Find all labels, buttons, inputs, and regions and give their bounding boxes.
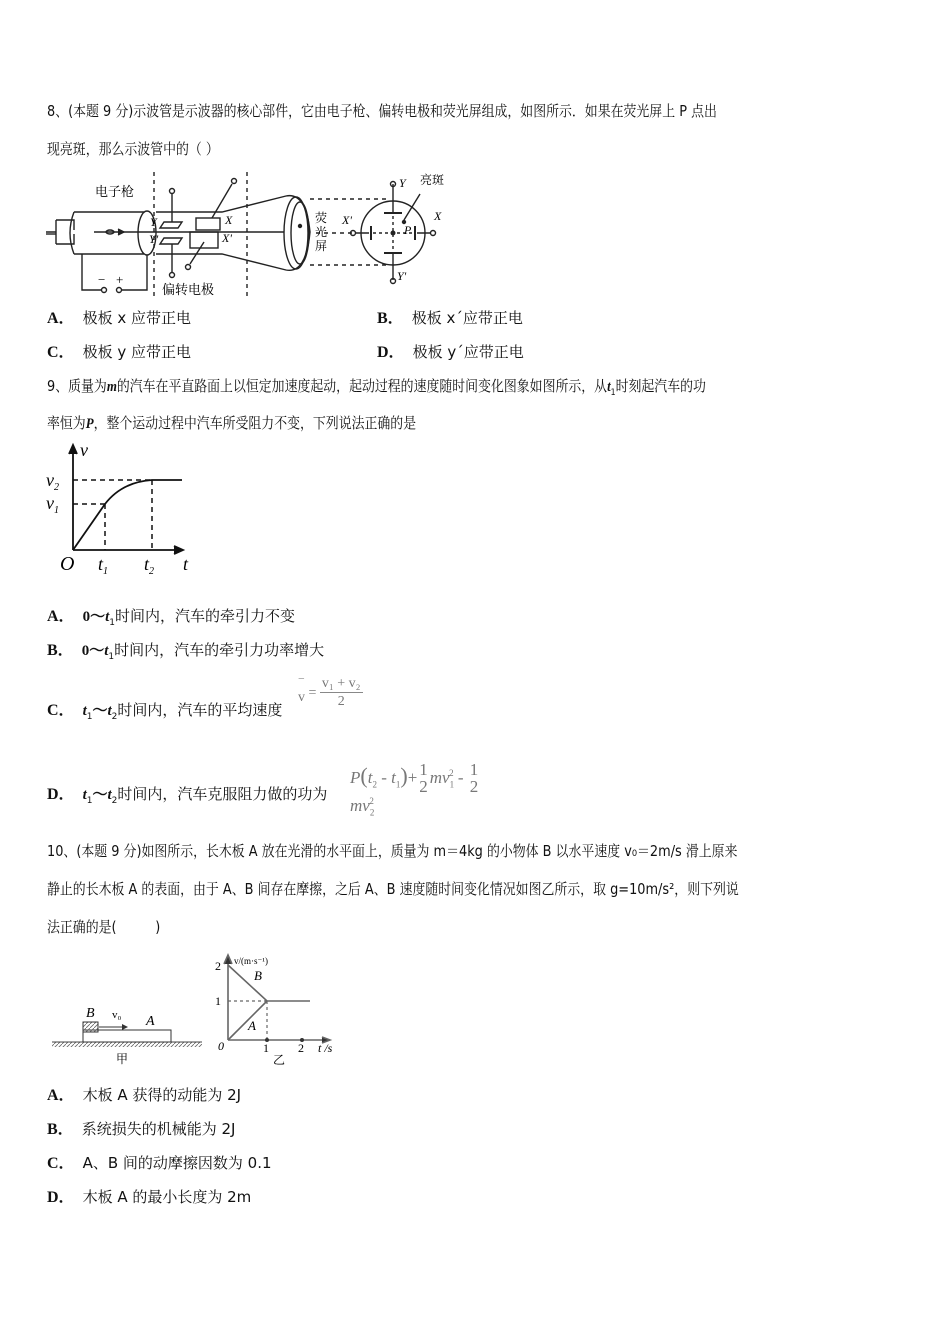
spot-dot [298, 224, 302, 228]
label-screen-1: 荧 [315, 211, 328, 225]
option-text: 极板 x 应带正电 [82, 309, 191, 327]
question-text: 如图所示，长木板 A 放在光滑的水平面上，质量为 m＝4kg 的小物体 B 以水平速度 v₀＝2m/s 滑上原来 [141, 842, 738, 860]
option-10b[interactable] [47, 1119, 235, 1140]
option-letter: C． [47, 344, 75, 361]
origin-label: O [60, 553, 75, 575]
option-text: 系统损失的机械能为 2J [81, 1120, 236, 1138]
question-text: 现亮斑，那么示波管中的（ ） [47, 140, 219, 158]
subscript: 2 [111, 712, 118, 722]
question-8-line-2 [47, 131, 219, 168]
x-tick-2: 2 [298, 1041, 304, 1055]
option-letter: A． [47, 310, 75, 327]
var-t: t [607, 379, 611, 395]
var-mv: mv [429, 767, 450, 787]
var-P: P [85, 416, 94, 432]
oscilloscope-tube-diagram [44, 172, 459, 298]
fraction-half-1: 1 2 [419, 760, 428, 796]
board-block-figure [50, 1000, 205, 1065]
option-text: 木板 A 获得的动能为 2J [82, 1086, 242, 1104]
ab-velocity-graph [210, 950, 350, 1068]
var-P: P [350, 767, 361, 787]
t1-label: $t_1$ [98, 554, 109, 577]
label-P: P [404, 223, 412, 237]
y-tick-1: 1 [215, 994, 221, 1008]
range-start: 0～ [82, 609, 106, 625]
t2-label: $t_2$ [144, 554, 155, 577]
question-number: 8、 [47, 102, 69, 120]
subscript: 1 [86, 796, 93, 806]
question-text: ，整个运动过程中汽车所受阻力不变，下列说法正确的是 [93, 414, 417, 432]
question-8-line-1 [47, 93, 717, 130]
question-9-line-2 [47, 405, 416, 443]
label-Xp-terminal: X' [342, 213, 352, 227]
subscript: 1 [109, 618, 115, 628]
option-letter: C． [47, 702, 75, 719]
range-start: 0～ [81, 643, 105, 659]
caption-yi: 乙 [273, 1053, 286, 1067]
v1-label: $v_1$ [46, 493, 59, 516]
var-t: t [105, 609, 110, 625]
denominator: 2 [337, 694, 345, 709]
var-t: t [82, 703, 87, 719]
y-tick-2: 2 [215, 959, 221, 973]
question-text: 静止的长木板 A 的表面，由于 A、B 间存在摩擦，之后 A、B 速度随时间变化情况如图乙所示，取 g=10m/s²，则下列说 [47, 880, 739, 898]
option-text: A、B 间的动摩擦因数为 0.1 [82, 1154, 272, 1172]
var-mv: mv [350, 796, 370, 815]
var-t: t [107, 787, 112, 803]
option-letter: A． [47, 608, 75, 625]
option-text: 时间内，汽车克服阻力做的功为 [117, 785, 328, 803]
question-10-line-2 [47, 871, 739, 908]
option-text: 时间内，汽车的平均速度 [117, 701, 283, 719]
label-X-terminal: X [434, 209, 442, 223]
x-axis-label: t /s [318, 1041, 333, 1055]
v-bar: v [298, 689, 305, 705]
option-8a[interactable] [47, 308, 191, 329]
label-spot: 亮斑 [420, 173, 445, 187]
question-10-line-3 [47, 909, 160, 946]
option-text: 时间内，汽车的牵引力功率增大 [114, 641, 325, 659]
option-letter: B． [377, 310, 404, 327]
subscript: 1 [610, 388, 616, 398]
option-letter: D． [47, 786, 75, 803]
option-letter: C． [47, 1155, 75, 1172]
option-letter: D． [377, 344, 405, 361]
var-t: t [104, 643, 109, 659]
line-label-B: B [254, 968, 262, 983]
question-text: 的汽车在平直路面上以恒定加速度起动，起动过程的速度随时间变化图象如图所示，从 [116, 377, 608, 395]
x-axis-label: t [183, 554, 189, 574]
var-t: t [82, 787, 87, 803]
numerator: v₁ + v₂ [321, 676, 361, 691]
option-8c[interactable] [47, 342, 191, 363]
label-B: B [86, 1006, 95, 1021]
range-sep: ～ [92, 703, 108, 719]
label-Y-plate: Y [150, 215, 157, 229]
fraction-half-2: 1 2 [469, 760, 479, 796]
label-deflect: 偏转电极 [162, 282, 215, 297]
option-8d[interactable] [377, 342, 524, 363]
option-letter: B． [47, 1121, 74, 1138]
equals-sign: = [308, 685, 317, 701]
question-text: 率恒为 [47, 414, 86, 432]
label-X-plate: X [225, 213, 233, 227]
velocity-time-graph [42, 442, 197, 577]
var-t: t [107, 703, 112, 719]
label-Yp-terminal: Y' [397, 269, 407, 283]
question-10-line-1 [47, 833, 737, 870]
question-text: 示波管是示波器的核心部件，它由电子枪、偏转电极和荧光屏组成，如图所示．如果在荧光屏上 P 点出 [133, 102, 717, 120]
fraction [320, 676, 363, 711]
question-text: 时刻起汽车的功 [615, 377, 706, 395]
question-number: 9、 [47, 377, 69, 395]
subscript: 1 [86, 712, 93, 722]
option-text: 时间内，汽车的牵引力不变 [114, 607, 295, 625]
option-9b[interactable] [47, 640, 324, 667]
label-A: A [146, 1014, 155, 1029]
option-10c[interactable] [47, 1153, 272, 1174]
option-text: 极板 y 应带正电 [82, 343, 191, 361]
question-text: 质量为 [68, 377, 107, 395]
label-plus: + [116, 272, 124, 287]
option-letter: B． [47, 642, 74, 659]
question-score: (本题 9 分) [68, 102, 134, 120]
option-9d[interactable] [47, 784, 327, 811]
option-10a[interactable] [47, 1085, 241, 1106]
option-letter: A． [47, 1087, 75, 1104]
question-score: (本题 9 分) [76, 842, 142, 860]
question-number: 10、 [47, 842, 77, 860]
subscript: 1 [108, 652, 115, 662]
label-Y-terminal: Y [399, 176, 406, 190]
label-Xp-plate: X' [222, 231, 232, 245]
caption-jia: 甲 [116, 1052, 129, 1065]
var-m: m [106, 379, 117, 395]
x-tick-1: 1 [263, 1041, 269, 1055]
option-letter: D． [47, 1189, 75, 1206]
work-formula: $P(t_2 - t_1)+$ 1 2 $mv_1^2$ - 1 2 $mv_2^2$ [350, 760, 479, 818]
option-9c[interactable] [47, 700, 282, 727]
option-9a[interactable] [47, 606, 295, 633]
label-v0: v₀ [112, 1009, 122, 1021]
line-label-A: A [248, 1018, 256, 1033]
label-screen-3: 屏 [315, 239, 328, 253]
option-text: 木板 A 的最小长度为 2m [82, 1188, 252, 1206]
subscript: 2 [111, 796, 118, 806]
option-10d[interactable] [47, 1187, 251, 1208]
option-text: 极板 x´应带正电 [411, 309, 523, 327]
label-Yp-plate: Y' [149, 232, 159, 246]
option-text: 极板 y´应带正电 [412, 343, 524, 361]
label-gun: 电子枪 [95, 184, 135, 199]
option-8b[interactable] [377, 308, 523, 329]
range-sep: ～ [92, 787, 108, 803]
v2-label: $v_2$ [46, 470, 59, 493]
label-screen-2: 光 [315, 225, 328, 239]
origin-label: 0 [218, 1039, 224, 1053]
y-axis-label: v [80, 442, 88, 460]
label-minus: − [98, 272, 106, 287]
average-velocity-formula: ‾ v = $\frac{\text{v₁ + v₂}}{2}$ [298, 676, 361, 709]
y-axis-label: v/(m·s⁻¹) [234, 956, 268, 966]
question-text: 法正确的是( ) [47, 918, 161, 936]
